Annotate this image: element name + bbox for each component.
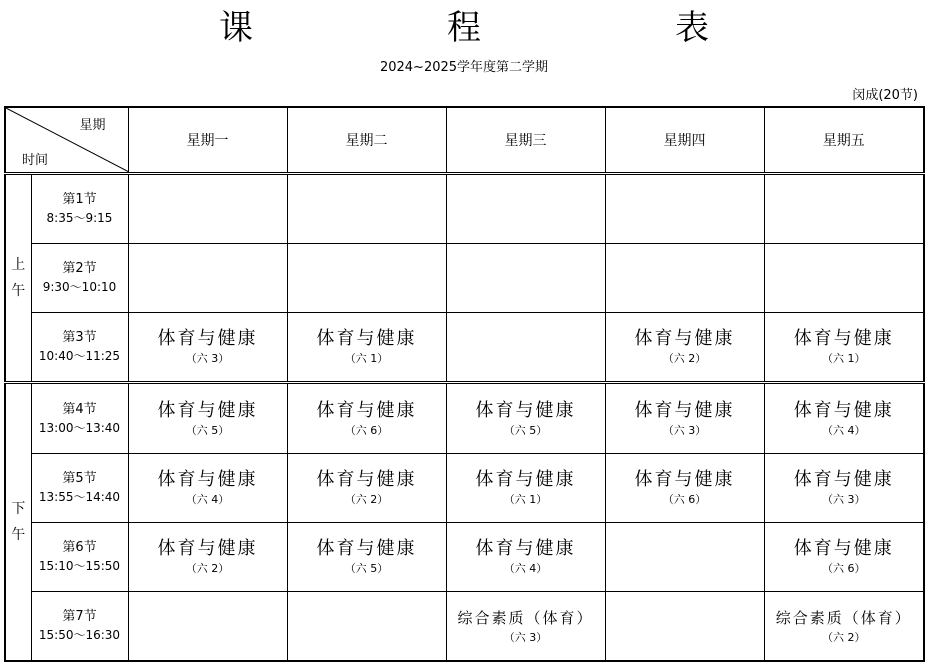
- class-name: （六 3）: [185, 352, 230, 366]
- course-cell: [764, 313, 924, 383]
- afternoon-char-1: 下: [11, 501, 26, 518]
- period-cell: [31, 313, 128, 383]
- period-name: 第3节: [62, 330, 97, 346]
- class-name: （六 6）: [662, 492, 707, 506]
- course-cell: [605, 453, 764, 522]
- period-cell: [31, 591, 128, 661]
- period-name: 第5节: [62, 470, 97, 486]
- course-cell: [764, 244, 924, 313]
- class-name: （六 2）: [185, 561, 230, 575]
- course-cell: [446, 383, 605, 453]
- corner-cell: [5, 107, 128, 174]
- period-cell: [31, 522, 128, 591]
- course-name: 体育与健康: [634, 328, 735, 350]
- course-name: 体育与健康: [316, 468, 417, 490]
- course-name: 体育与健康: [475, 468, 576, 490]
- course-cell: [446, 244, 605, 313]
- class-name: （六 6）: [344, 423, 389, 437]
- course-cell: [605, 244, 764, 313]
- teacher-label: 闵成(20节): [852, 88, 918, 103]
- course-name: 体育与健康: [634, 399, 735, 421]
- period-row-6: [5, 522, 924, 591]
- period-cell: [31, 174, 128, 244]
- course-cell: [287, 313, 446, 383]
- period-row-3: [5, 313, 924, 383]
- day-header-fri: 星期五: [764, 107, 924, 174]
- class-name: （六 1）: [822, 352, 866, 366]
- course-name: 体育与健康: [316, 328, 417, 350]
- course-cell: [287, 174, 446, 244]
- course-cell: [446, 522, 605, 591]
- course-name: 体育与健康: [157, 468, 258, 490]
- course-cell: [128, 383, 287, 453]
- period-time: 15:50～16:30: [38, 627, 121, 642]
- period-time: 8:35～9:15: [46, 211, 113, 226]
- day-header-mon: 星期一: [128, 107, 287, 174]
- course-name: 体育与健康: [793, 468, 894, 490]
- course-cell: [287, 453, 446, 522]
- course-name: 体育与健康: [316, 399, 417, 421]
- class-name: （六 3）: [822, 492, 866, 506]
- course-cell: [446, 174, 605, 244]
- class-name: （六 2）: [662, 352, 707, 366]
- course-cell: [764, 591, 924, 661]
- corner-time-label: 时间: [22, 153, 49, 169]
- class-name: （六 6）: [822, 561, 866, 575]
- course-name: 综合素质（体育）: [775, 608, 912, 627]
- course-cell: [764, 383, 924, 453]
- class-name: （六 1）: [503, 492, 548, 506]
- course-name: 体育与健康: [157, 537, 258, 559]
- class-name: （六 3）: [662, 423, 707, 437]
- class-name: （六 5）: [503, 423, 548, 437]
- course-name: 体育与健康: [793, 399, 894, 421]
- course-cell: [605, 522, 764, 591]
- course-cell: [287, 591, 446, 661]
- morning-label: [5, 174, 31, 383]
- morning-char-1: 上: [11, 257, 26, 274]
- course-name: 体育与健康: [793, 328, 894, 350]
- class-name: （六 2）: [344, 492, 389, 506]
- course-name: 体育与健康: [475, 399, 576, 421]
- course-cell: [287, 383, 446, 453]
- class-name: （六 2）: [822, 630, 866, 644]
- header-row: [5, 107, 924, 174]
- course-name: 体育与健康: [157, 328, 258, 350]
- course-cell: [764, 522, 924, 591]
- corner-weekday-label: 星期: [79, 118, 106, 133]
- course-name: 体育与健康: [793, 537, 894, 559]
- course-cell: [128, 453, 287, 522]
- period-time: 15:10～15:50: [38, 558, 121, 573]
- period-cell: [31, 244, 128, 313]
- course-cell: [128, 522, 287, 591]
- class-name: （六 4）: [822, 423, 866, 437]
- period-name: 第1节: [62, 192, 97, 208]
- period-row-4: [5, 383, 924, 453]
- course-cell: [128, 313, 287, 383]
- course-name: 综合素质（体育）: [457, 608, 594, 627]
- period-row-2: [5, 244, 924, 313]
- period-row-5: [5, 453, 924, 522]
- course-cell: [287, 522, 446, 591]
- course-cell: [287, 244, 446, 313]
- course-cell: [605, 174, 764, 244]
- course-cell: [605, 313, 764, 383]
- period-name: 第2节: [62, 261, 97, 277]
- course-cell: [128, 591, 287, 661]
- period-cell: [31, 453, 128, 522]
- class-name: （六 4）: [503, 561, 548, 575]
- period-cell: [31, 383, 128, 453]
- class-name: （六 4）: [185, 492, 230, 506]
- morning-char-2: 午: [11, 283, 26, 300]
- period-row-7: [5, 591, 924, 661]
- course-name: 体育与健康: [157, 399, 258, 421]
- afternoon-label: [5, 383, 31, 661]
- course-name: 体育与健康: [316, 537, 417, 559]
- day-header-tue: 星期二: [287, 107, 446, 174]
- class-name: （六 5）: [344, 561, 389, 575]
- period-row-1: [5, 174, 924, 244]
- period-time: 10:40～11:25: [38, 349, 121, 364]
- class-name: （六 3）: [503, 630, 548, 644]
- day-header-wed: 星期三: [446, 107, 605, 174]
- day-header-thu: 星期四: [605, 107, 764, 174]
- period-name: 第7节: [62, 608, 97, 624]
- period-time: 13:00～13:40: [38, 420, 121, 435]
- period-time: 9:30～10:10: [42, 280, 117, 295]
- course-cell: [764, 174, 924, 244]
- period-name: 第4节: [62, 401, 97, 417]
- period-time: 13:55～14:40: [38, 489, 121, 504]
- course-cell: [446, 313, 605, 383]
- course-cell: [605, 591, 764, 661]
- timetable: [4, 106, 925, 662]
- course-cell: [446, 453, 605, 522]
- course-cell: [764, 453, 924, 522]
- course-name: 体育与健康: [475, 537, 576, 559]
- page-title: 课 程 表: [219, 8, 789, 48]
- semester-subtitle: 2024~2025学年度第二学期: [379, 60, 549, 75]
- course-cell: [605, 383, 764, 453]
- period-name: 第6节: [62, 539, 97, 555]
- course-cell: [446, 591, 605, 661]
- afternoon-char-2: 午: [11, 527, 26, 544]
- course-name: 体育与健康: [634, 468, 735, 490]
- class-name: （六 5）: [185, 423, 230, 437]
- course-cell: [128, 174, 287, 244]
- course-cell: [128, 244, 287, 313]
- class-name: （六 1）: [344, 352, 389, 366]
